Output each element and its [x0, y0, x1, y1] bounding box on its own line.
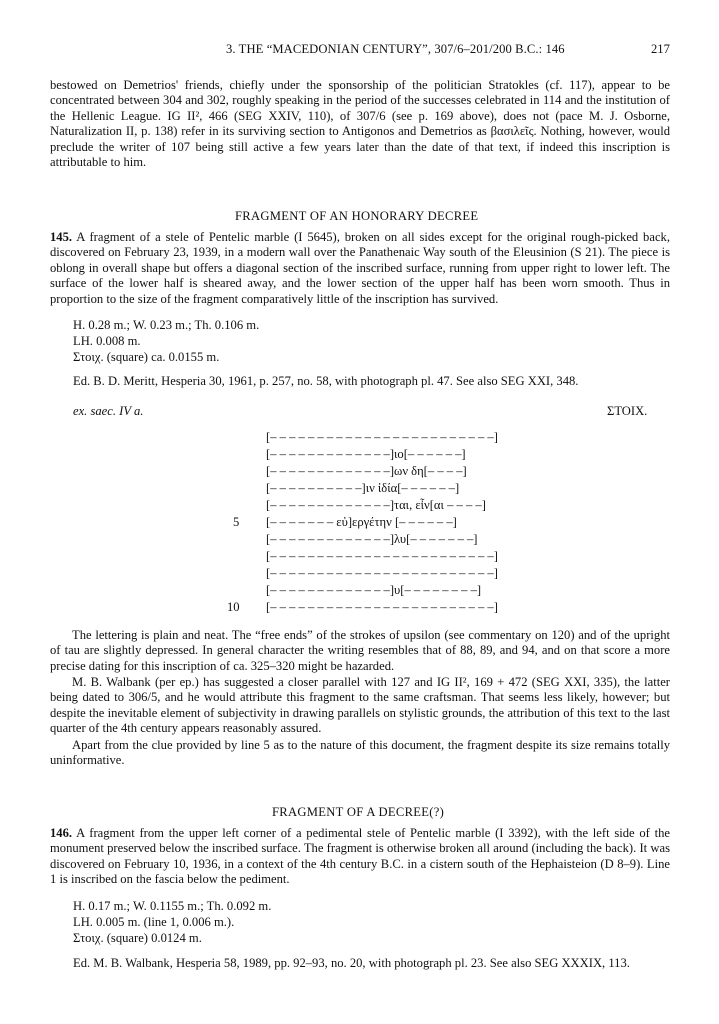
inscription-line: [– – – – – – – – – – – – –]ται, εἶν[αι – – – –] [266, 498, 486, 512]
section-145-date: ex. saec. IV a. [73, 404, 144, 418]
inscription-line: [– – – – – – – – – – – – – – – – – – – – – – – –] [266, 566, 498, 580]
inscription-line: [– – – – – – – – – – – – –]υ[– – – – – – – –] [266, 583, 482, 597]
section-146-stoich: Στοιχ. (square) 0.0124 m. [73, 931, 202, 945]
running-head: 3. THE “MACEDONIAN CENTURY”, 307/6–201/200 B.C.: 146 [226, 42, 565, 56]
inscription-line: [– – – – – – – – – – – – – – – – – – – – – – – –] [266, 549, 498, 563]
section-145-letter-height: LH. 0.008 m. [73, 334, 141, 348]
inscription-line: [– – – – – – – – – – – – – – – – – – – – – – – –] [266, 600, 498, 614]
section-146-edition: Ed. M. B. Walbank, Hesperia 58, 1989, pp. 92–93, no. 20, with photograph pl. 23. See also SEG XXXIX, 113. [73, 956, 630, 970]
page-number: 217 [651, 42, 670, 56]
line-number-5: 5 [233, 515, 240, 529]
section-145-description-text: A fragment of a stele of Pentelic marble (I 5645), broken on all sides except for the original rough-picked back, discovered on February 23, 1939, in a modern wall over the Panathenaic Way south of the Eleusinion (S 21). The piece is oblong in overall shape but offers a diagonal section of the inscribed surface, running from upper right to lower left. The surface of the lower half is sheared away, and the lower section of the upper half has been worn smooth. Thus in proportion to the size of the fragment comparatively little of the inscription has survived. [50, 230, 670, 306]
commentary-paragraph-3: Apart from the clue provided by line 5 as to the nature of this document, the fragment despite its size remains totally uninformative. [50, 738, 670, 768]
section-145-description [50, 230, 670, 307]
commentary-paragraph-2: M. B. Walbank (per ep.) has suggested a closer parallel with 127 and IG II², 169 + 472 (SEG XXI, 335), the latter being dated to 306/5, and he would attribute this fragment to the same craftsman. That seems less likely, however; but despite the inevitable element of subjectivity in drawing parallels on stylistic grounds, the attribution of this text to the last quarter of the 4th century appears reasonably assured. [50, 675, 670, 736]
section-146-description [50, 826, 670, 888]
inscription-line: [– – – – – – – εὐ]εργέτην [– – – – – –] [266, 515, 457, 529]
section-145-number: 145. [50, 230, 73, 244]
intro-paragraph: bestowed on Demetrios' friends, chiefly under the sponsorship of the politician Stratokles (cf. 117), appear to be concentrated between 304 and 302, roughly speaking in the period of the successes celebrated in 114 and the institution of the Hellenic League. IG II², 466 (SEG XXIV, 110), of 307/6 (see p. 169 above), does not (pace M. J. Osborne, Naturalization II, p. 138) refer in its surviving section to Antigonos and Demetrios as βασιλεῖς. Nothing, however, would preclude the writer of 107 being still active a few years later than the date of that text, if indeed this inscription is attributable to him. [50, 78, 670, 170]
section-145-stoich: Στοιχ. (square) ca. 0.0155 m. [73, 350, 220, 364]
section-146-letter-height: LH. 0.005 m. (line 1, 0.006 m.). [73, 915, 235, 929]
inscription-line: [– – – – – – – – – – – – –]ων δη[– – – –] [266, 464, 467, 478]
inscription-line: [– – – – – – – – – – – – –]λυ[– – – – – – –] [266, 532, 478, 546]
section-146-heading: FRAGMENT OF A DECREE(?) [272, 805, 445, 819]
section-145-heading: FRAGMENT OF AN HONORARY DECREE [235, 209, 479, 223]
section-146-dimensions: H. 0.17 m.; W. 0.1155 m.; Th. 0.092 m. [73, 899, 272, 913]
inscription-line: [– – – – – – – – – – – – – – – – – – – – – – – –] [266, 430, 498, 444]
line-number-10: 10 [227, 600, 240, 614]
inscription-line: [– – – – – – – – – – – – –]ιο[– – – – – –] [266, 447, 466, 461]
section-145-style: ΣΤΟΙΧ. [607, 404, 648, 418]
section-146-description-text: A fragment from the upper left corner of a pedimental stele of Pentelic marble (I 3392), with the left side of the monument preserved below the inscribed surface. The fragment is otherwise broken all around (including the back). It was discovered on February 10, 1936, in a context of the 4th century B.C. in a cistern south of the Hephaisteion (D 8–9). Line 1 is inscribed on the fascia below the pediment. [50, 826, 670, 887]
section-146-number: 146. [50, 826, 73, 840]
commentary-paragraph-1: The lettering is plain and neat. The “free ends” of the strokes of upsilon (see commentary on 120) and of the upright of tau are slightly depressed. In general character the writing resembles that of 88, 89, and 94, and on that score a more precise dating for this inscription of ca. 325–320 might be hazarded. [50, 628, 670, 673]
section-145-dimensions: H. 0.28 m.; W. 0.23 m.; Th. 0.106 m. [73, 318, 260, 332]
inscription-line: [– – – – – – – – – –]ιν ἰδία[– – – – – –] [266, 481, 460, 495]
section-145-edition: Ed. B. D. Meritt, Hesperia 30, 1961, p. 257, no. 58, with photograph pl. 47. See also SEG XXI, 348. [73, 374, 579, 388]
